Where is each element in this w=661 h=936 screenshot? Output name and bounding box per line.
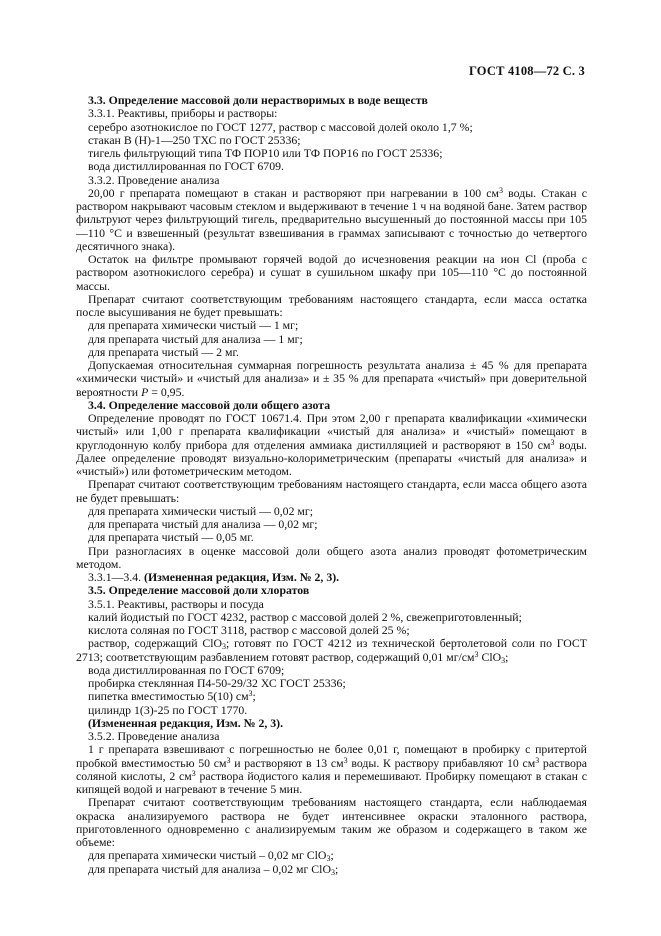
paragraph: Препарат считают соответствующим требованиям настоящего стандарта, если масса остатка после высушивания не будет превышать: xyxy=(76,291,587,319)
paragraph: для препарата химически чистый — 1 мг; xyxy=(88,318,299,333)
paragraph: для препарата чистый для анализа – 0,02 мг ClO$_3$; xyxy=(88,861,339,877)
paragraph: Препарат считают соответствующим требованиям настоящего стандарта, если масса общего азота не будет превышать: xyxy=(76,477,587,505)
document-body xyxy=(76,94,587,876)
section-heading: 3.3. Определение массовой доли нерастворимых в воде веществ xyxy=(88,93,428,107)
section-heading: (Измененная редакция, Изм. № 2, 3). xyxy=(88,715,284,730)
paragraph: 3.3.1—3.4. (Измененная редакция, Изм. № 2, 3). xyxy=(88,570,340,584)
paragraph: 3.5.2. Проведение анализа xyxy=(88,729,220,743)
paragraph: пипетка вместимостью 5(10) $см^3$; xyxy=(88,689,256,704)
paragraph: Остаток на фильтре промывают горячей водой до исчезновения реакции на ион Cl (проба с раствором азотнокислого серебра) и сушат в сушильном шкафу при 105—110 °С до постоянной массы. xyxy=(76,252,587,293)
paragraph: Препарат считают соответствующим требованиям настоящего стандарта, если наблюдаемая окраска анализируемого раствора не будет интенсивнее окраски эталонного раствора, приготовленного одновременно с анализируемым таким же образом и содержащего в таком же объеме: xyxy=(76,795,587,849)
paragraph: стакан В (Н)-1—250 ТХС по ГОСТ 25336; xyxy=(88,132,301,147)
paragraph: калий йодистый по ГОСТ 4232, раствор с массовой долей 2 %, свежеприготовленный; xyxy=(88,609,522,624)
paragraph: для препарата химически чистый — 0,02 мг; xyxy=(88,503,314,518)
paragraph: для препарата чистый для анализа — 0,02 мг; xyxy=(88,517,318,531)
paragraph: При разногласиях в оценке массовой доли общего азота анализ проводят фотометрическим методом. xyxy=(76,543,587,571)
paragraph: для препарата чистый для анализа — 1 мг; xyxy=(88,331,303,346)
section-heading: 3.5. Определение массовой доли хлоратов xyxy=(88,583,310,598)
paragraph: серебро азотнокислое по ГОСТ 1277, раствор с массовой долей около 1,7 %; xyxy=(88,119,473,134)
paragraph: 20,00 г препарата помещают в стакан и растворяют при нагревании в 100 $см^3$ воды. Стакан с раствором накрывают часовым стеклом и выдерживают в течение 1 ч на водяной бане. Затем раствор фильтруют через фильтрующий тигель, предварительно высушенный до постоянной массы при 105—110 °С и взвешенный (результат взвешивания в граммах записывают с точностью до четвертого десятичного знака). xyxy=(76,185,587,253)
paragraph: 1 г препарата взвешивают с погрешностью не более 0,01 г, помещают в пробирку с притертой пробкой вместимостью 50 $см^3$ и растворяют в 13 $см^3$ воды. К раствору прибавляют 10 $см^3$ раствора соляной кислоты, 2 $см^3$ раствора йодистого калия и перемешивают. Пробирку помещают в стакан с кипящей водой и нагревают в течение 5 мин. xyxy=(76,742,587,796)
paragraph: цилиндр 1(3)-25 по ГОСТ 1770. xyxy=(88,702,248,717)
paragraph: Определение проводят по ГОСТ 10671.4. При этом 2,00 г препарата квалификации «химически чистый» или 1,00 г препарата квалификации «чистый для анализа» и «чистый» помещают в круглодонную колбу прибора для отделения аммиака дистилляцией и растворяют в 150 $см^3$ воды. Далее определение проводят визуально-колориметрическим (препараты «чистый для анализа» и «чистый») или фотометрическим методом. xyxy=(76,411,588,478)
paragraph: 3.3.1. Реактивы, приборы и растворы: xyxy=(88,106,278,121)
paragraph: вода дистиллированная по ГОСТ 6709. xyxy=(88,159,284,174)
paragraph: для препарата чистый — 2 мг. xyxy=(88,344,239,359)
page-header: ГОСТ 4108—72 С. 3 xyxy=(468,64,585,78)
paragraph: 3.3.2. Проведение анализа xyxy=(88,172,220,187)
paragraph: тигель фильтрующий типа ТФ ПОР10 или ТФ ПОР16 по ГОСТ 25336; xyxy=(88,146,443,160)
paragraph: раствор, содержащий ClO$_3$; готовят по ГОСТ 4212 из технической бертолетовой соли по ГОСТ 2713; соответствующим разбавлением готовят раствор, содержащий 0,01 $мг/см^3$ ClO$_3$; xyxy=(76,636,588,665)
paragraph: Допускаемая относительная суммарная погрешность результата анализа ± 45 % для препарата «химически чистый» и «чистый для анализа» и ± 35 % для препарата «чистый» при доверительной вероятности P = 0,95. xyxy=(76,358,587,399)
section-heading: 3.4. Определение массовой доли общего азота xyxy=(88,397,331,412)
paragraph: вода дистиллированная по ГОСТ 6709; xyxy=(88,662,285,677)
paragraph: 3.5.1. Реактивы, растворы и посуда xyxy=(88,596,264,611)
paragraph: для препарата химически чистый – 0,02 мг ClO$_3$; xyxy=(88,848,334,864)
paragraph: для препарата чистый — 0,05 мг. xyxy=(88,530,254,545)
paragraph: пробирка стеклянная П4-50-29/32 ХС ГОСТ 25336; xyxy=(88,676,346,690)
paragraph: кислота соляная по ГОСТ 3118, раствор с массовой долей 25 %; xyxy=(88,623,410,637)
